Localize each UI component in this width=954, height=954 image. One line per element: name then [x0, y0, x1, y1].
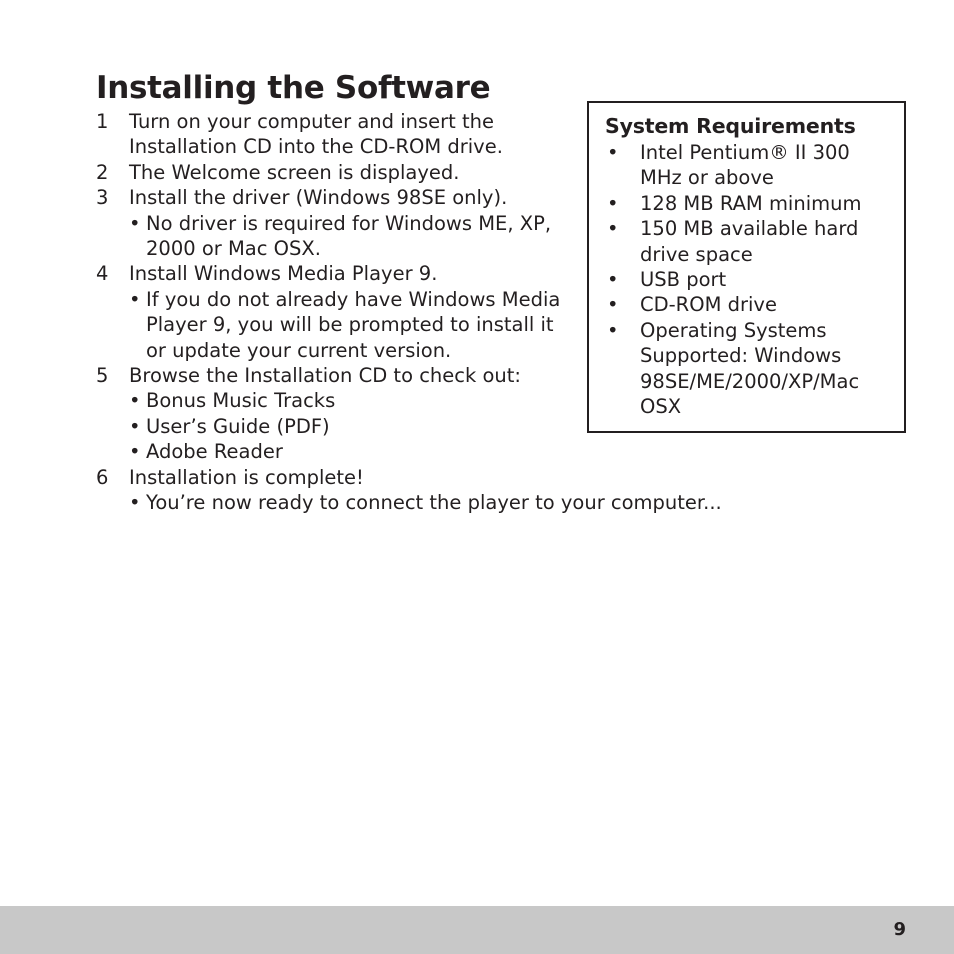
step-number: 5	[96, 364, 109, 388]
step-text: Browse the Installation CD to check out:	[129, 364, 521, 388]
system-requirements-title: System Requirements	[605, 114, 856, 138]
step-6	[96, 465, 736, 516]
step-number: 2	[96, 160, 109, 184]
step-text: Install Windows Media Player 9.	[129, 262, 438, 286]
requirement-item: • USB port	[605, 267, 894, 292]
step-text: Install the driver (Windows 98SE only).	[129, 186, 508, 210]
page-number: 9	[893, 919, 906, 940]
step-number: 6	[96, 465, 109, 489]
step-number: 1	[96, 110, 109, 133]
step-number: 3	[96, 186, 109, 210]
step-text: Turn on your computer and insert the Installation CD into the CD-ROM drive.	[129, 110, 503, 159]
system-requirements-list	[605, 140, 894, 419]
step-text: The Welcome screen is displayed.	[129, 160, 460, 184]
step-note: • Bonus Music Tracks	[129, 388, 736, 413]
step-text: Installation is complete!	[129, 465, 364, 489]
requirement-item: • Operating Systems Supported: Windows 98SE/ME/2000/XP/Mac OSX	[605, 318, 894, 420]
step-number: 4	[96, 262, 109, 286]
footer-bar	[0, 906, 954, 954]
step-note: • User’s Guide (PDF)	[129, 414, 736, 439]
step-note: • Adobe Reader	[129, 439, 736, 464]
step-6-notes	[129, 490, 736, 515]
requirement-item: • 150 MB available hard drive space	[605, 216, 894, 267]
step-note: • You’re now ready to connect the player to your computer...	[129, 490, 736, 515]
requirement-item: • 128 MB RAM minimum	[605, 191, 894, 216]
requirement-item: • CD-ROM drive	[605, 292, 894, 317]
page-title: Installing the Software	[96, 70, 491, 106]
step-note: • If you do not already have Windows Media Player 9, you will be prompted to install it or update your current version.	[129, 287, 571, 363]
requirement-item: • Intel Pentium® II 300 MHz or above	[605, 140, 894, 191]
system-requirements-box	[587, 101, 906, 433]
step-note: • No driver is required for Windows ME, XP, 2000 or Mac OSX.	[129, 211, 571, 262]
